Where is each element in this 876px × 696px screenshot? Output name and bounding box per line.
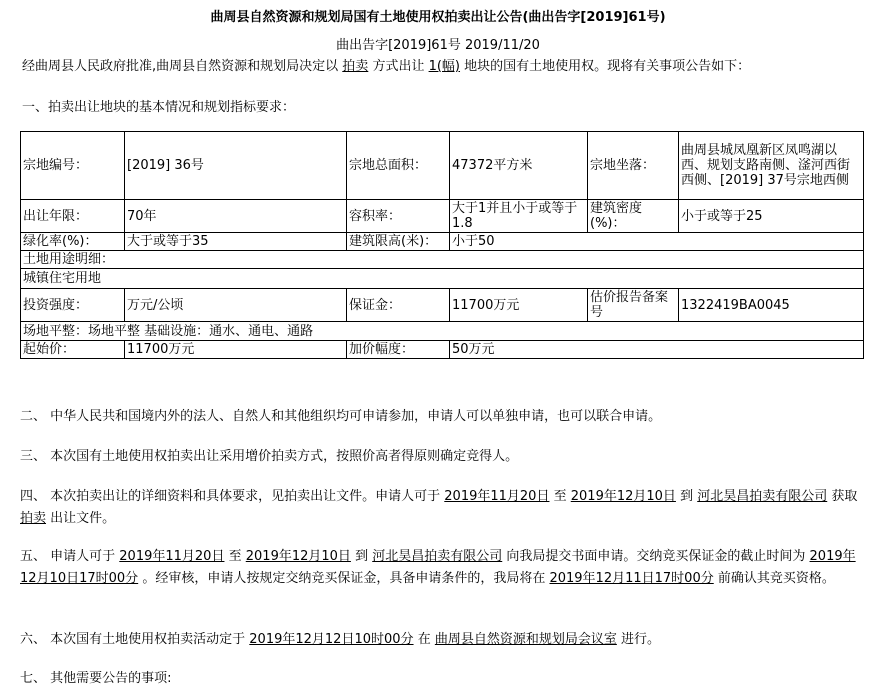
confirm-time-link[interactable]: 2019年12月11日17时00分 [549,571,714,586]
p5-text: 向我局提交书面申请。交纳竞买保证金的截止时间为 [506,549,806,564]
deposit-deadline-link[interactable]: 2019年12月10日17时00分 [20,549,856,586]
cell-value: 小于50 [450,233,864,251]
count-link[interactable]: 1(幅) [428,59,461,74]
cell-label: 保证金： [347,289,450,322]
intro-text: 地块的国有土地使用权。现将有关事项公告如下： [464,59,751,74]
cell-value: 小于或等于25 [679,200,864,233]
p5-text: 到 [355,549,369,564]
p5-text: 至 [228,549,242,564]
end-date-link[interactable]: 2019年12月10日 [570,489,676,504]
cell-value: 50万元 [450,341,864,359]
cell-label: 加价幅度： [347,341,450,359]
cell-value: 曲周县城凤凰新区凤鸣湖以西、规划支路南侧、滏河西街西侧、[2019] 37号宗地西侧 [679,132,864,200]
cell-label: 起始价： [21,341,125,359]
cell-label: 容积率： [347,200,450,233]
paragraph-4 [20,486,860,530]
cell-value: 70年 [125,200,347,233]
p5-text: 前确认其竞买资格。 [717,571,835,586]
cell-label: 建筑密度(%)： [588,200,679,233]
cell-value: 47372平方米 [450,132,588,200]
cell-value: [2019] 36号 [125,132,347,200]
section-heading: 一、拍卖出让地块的基本情况和规划指标要求： [22,100,296,115]
auction-place-link[interactable]: 曲周县自然资源和规划局会议室 [434,632,617,647]
method-link[interactable]: 拍卖 [20,511,47,526]
parcel-info-table [20,131,864,359]
table-row [21,289,864,322]
paragraph-5 [20,546,860,590]
table-row [21,132,864,200]
auction-company-link[interactable]: 河北昊昌拍卖有限公司 [697,489,828,504]
end-date-link[interactable]: 2019年12月10日 [245,549,351,564]
p5-text: 。经审核，申请人按规定交纳竞买保证金，具备申请条件的，我局将在 [142,571,546,586]
cell-value: 1322419BA0045 [679,289,864,322]
p6-text: 进行。 [621,632,661,647]
start-date-link[interactable]: 2019年11月20日 [119,549,225,564]
cell-value: 11700万元 [125,341,347,359]
cell-value: 大于或等于35 [125,233,347,251]
intro-text: 方式出让 [372,59,425,74]
announcement-number: 曲出告字[2019]61号 2019/11/20 [336,38,540,53]
p6-text: 六、 本次国有土地使用权拍卖活动定于 [20,632,246,647]
paragraph-3: 三、 本次国有土地使用权拍卖出让采用增价拍卖方式，按照价高者得原则确定竞得人。 [20,449,519,464]
p6-text: 在 [417,632,431,647]
method-link[interactable]: 拍卖 [342,59,369,74]
p4-text: 获取 [831,489,858,504]
p4-text: 到 [680,489,694,504]
intro-text: 经曲周县人民政府批准,曲周县自然资源和规划局决定以 [22,59,339,74]
p4-text: 四、 本次拍卖出让的详细资料和具体要求，见拍卖出让文件。申请人可于 [20,489,441,504]
cell-value: 城镇住宅用地 [21,269,864,289]
p4-text: 出让文件。 [50,511,116,526]
cell-label: 估价报告备案号 [588,289,679,322]
table-row [21,322,864,341]
paragraph-2: 二、 中华人民共和国境内外的法人、自然人和其他组织均可申请参加，申请人可以单独申请，也可以联合申请。 [20,409,662,424]
cell-value: 场地平整：场地平整 基础设施：通水、通电、通路 [21,322,864,341]
table-row [21,200,864,233]
table-row [21,251,864,269]
page-title: 曲周县自然资源和规划局国有土地使用权拍卖出让公告(曲出告字[2019]61号) [210,10,666,25]
p5-text: 五、 申请人可于 [20,549,116,564]
cell-value: 大于1并且小于或等于1.8 [450,200,588,233]
intro-paragraph [22,55,862,74]
cell-label: 土地用途明细： [21,251,864,269]
cell-label: 宗地编号： [21,132,125,200]
paragraph-6 [20,629,860,651]
table-row [21,341,864,359]
table-row [21,269,864,289]
start-date-link[interactable]: 2019年11月20日 [444,489,550,504]
cell-value: 11700万元 [450,289,588,322]
p4-text: 至 [553,489,567,504]
cell-label: 绿化率(%)： [21,233,125,251]
cell-label: 出让年限： [21,200,125,233]
table-row [21,233,864,251]
paragraph-7: 七、 其他需要公告的事项: [20,671,172,686]
cell-label: 宗地坐落： [588,132,679,200]
cell-value: 万元/公顷 [125,289,347,322]
auction-time-link[interactable]: 2019年12月12日10时00分 [249,632,414,647]
cell-label: 宗地总面积： [347,132,450,200]
auction-company-link[interactable]: 河北昊昌拍卖有限公司 [372,549,503,564]
cell-label: 建筑限高(米)： [347,233,450,251]
cell-label: 投资强度： [21,289,125,322]
